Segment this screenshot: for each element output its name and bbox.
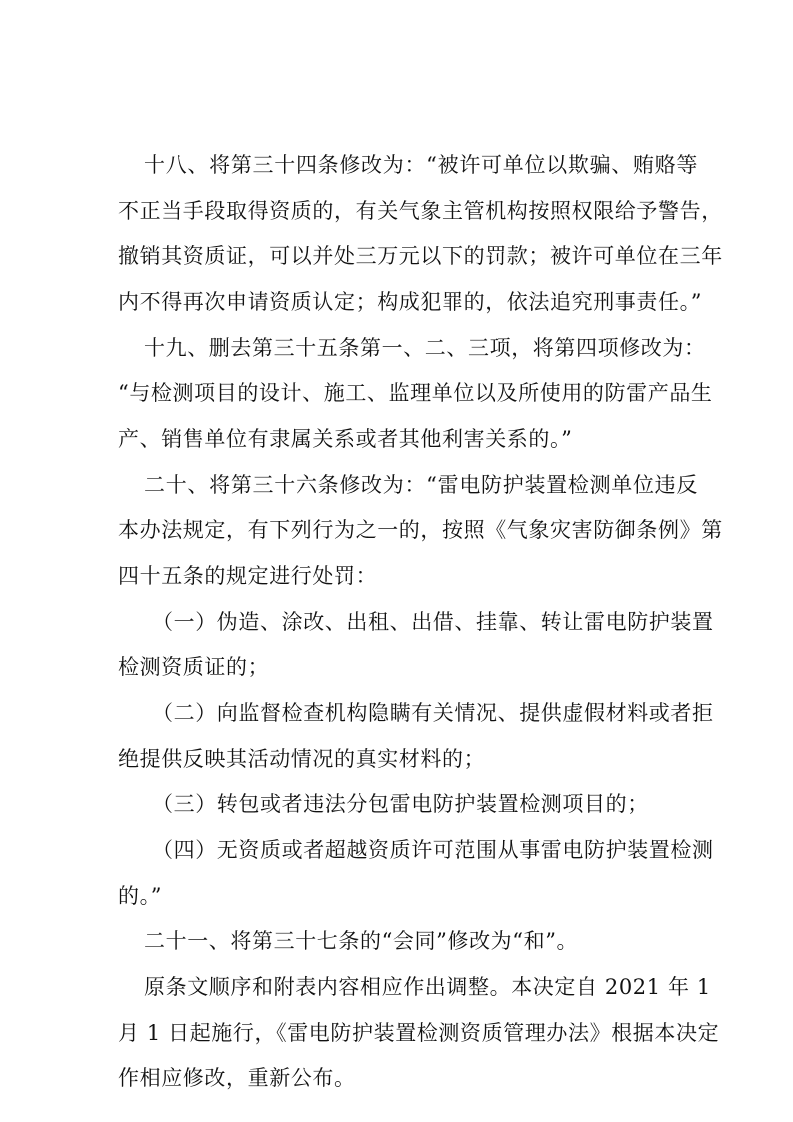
- text-line: 二十一、将第三十七条的“会同”修改为“和”。: [144, 929, 579, 953]
- text-line: （四）无资质或者超越资质许可范围从事雷电防护装置检测: [152, 838, 714, 862]
- text-line: 原条文顺序和附表内容相应作出调整。本决定自 2021 年 1: [144, 975, 711, 999]
- text-line: 月 1 日起施行，《雷电防护装置检测资质管理办法》根据本决定: [118, 1021, 720, 1045]
- text-line: （三）转包或者违法分包雷电防护装置检测项目的；: [152, 792, 649, 816]
- text-line: （二）向监督检查机构隐瞒有关情况、提供虚假材料或者拒: [152, 701, 714, 725]
- text-line: 检测资质证的；: [118, 655, 270, 679]
- text-line: 撤销其资质证，可以并处三万元以下的罚款；被许可单位在三年: [118, 244, 723, 268]
- text-line: 不正当手段取得资质的，有关气象主管机构按照权限给予警告，: [118, 199, 723, 223]
- text-line: 产、销售单位有隶属关系或者其他利害关系的。”: [118, 427, 573, 451]
- text-line: 的。”: [118, 884, 163, 908]
- text-line: 绝提供反映其活动情况的真实材料的；: [118, 747, 486, 771]
- text-line: 内不得再次申请资质认定；构成犯罪的，依法追究刑事责任。”: [118, 290, 703, 314]
- text-line: 作相应修改，重新公布。: [118, 1066, 356, 1090]
- text-line: 十九、删去第三十五条第一、二、三项，将第四项修改为：: [144, 336, 706, 360]
- text-line: （一）伪造、涂改、出租、出借、挂靠、转让雷电防护装置: [152, 610, 714, 634]
- text-line: 二十、将第三十六条修改为：“雷电防护装置检测单位违反: [144, 473, 698, 497]
- text-line: “与检测项目的设计、施工、监理单位以及所使用的防雷产品生: [118, 381, 713, 405]
- text-line: 十八、将第三十四条修改为：“被许可单位以欺骗、贿赂等: [144, 153, 698, 177]
- text-line: 本办法规定，有下列行为之一的，按照《气象灾害防御条例》第: [118, 518, 723, 542]
- text-line: 四十五条的规定进行处罚：: [118, 564, 378, 588]
